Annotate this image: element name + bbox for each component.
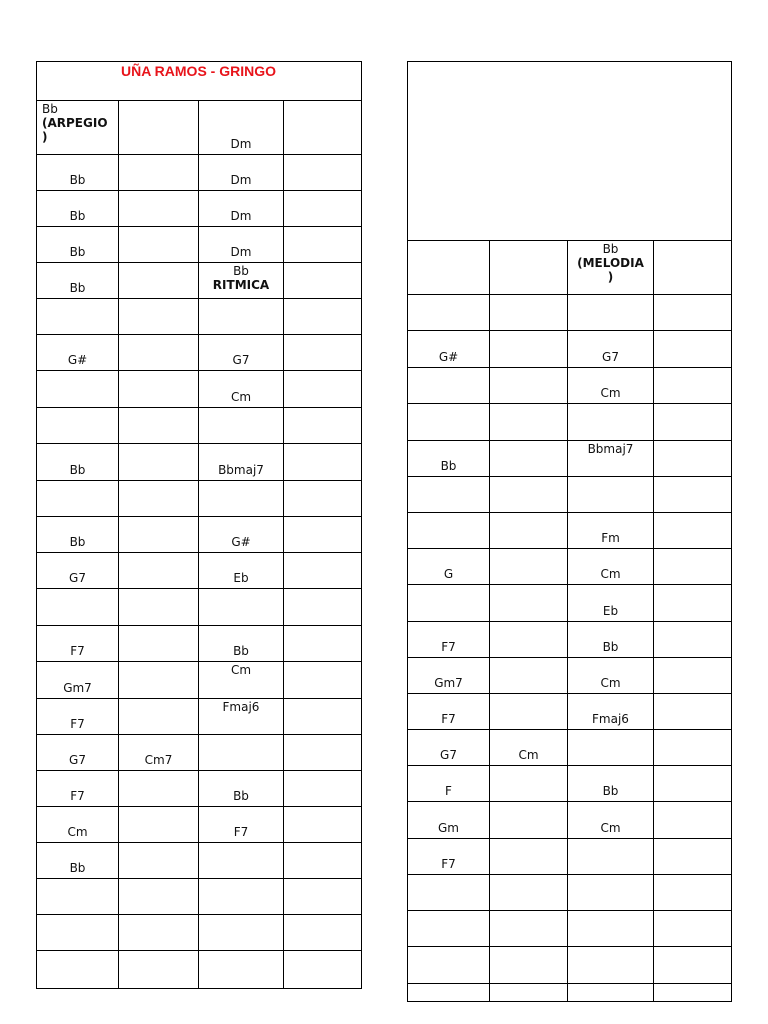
chord-text: F7 [441, 640, 456, 654]
chord-eb [568, 585, 653, 621]
chord-text: Bb [69, 209, 86, 223]
left-grid-col-line [118, 100, 119, 989]
chord-text: Bb [602, 640, 619, 654]
left-grid-row-line [36, 878, 362, 879]
chord-bb [568, 622, 653, 657]
chord-text: Cm [600, 567, 621, 581]
chord-f [408, 766, 489, 801]
chord-bb [37, 444, 118, 480]
chord-text: Cm [600, 386, 621, 400]
chord-text: Fm [601, 531, 620, 545]
chord-text: Gm7 [63, 681, 92, 695]
chord-gm [408, 802, 489, 838]
chord-text: Bbmaj7 [587, 442, 634, 456]
chord-cm [568, 368, 653, 403]
chord-f7 [408, 839, 489, 874]
chord-text: Cm [518, 748, 539, 762]
left-grid-row-line [36, 988, 362, 989]
chord-text: Bb [42, 102, 58, 116]
chord-text: G7 [440, 748, 457, 762]
chord-bb [37, 263, 118, 298]
chord-text: Bb [233, 264, 249, 278]
right-grid-row-line [407, 874, 732, 875]
chord-cm [37, 807, 118, 842]
right-grid-row-line [407, 946, 732, 947]
chord-f7 [37, 771, 118, 806]
chord-text: Eb [233, 571, 249, 585]
chord-text: ) [42, 130, 48, 144]
chord-text: Dm [230, 245, 252, 259]
right-grid-row-line [407, 1001, 732, 1002]
chord-dm [199, 101, 283, 154]
chord-text: (MELODIA [577, 256, 644, 270]
chord-cm [568, 802, 653, 838]
chord-text: Dm [230, 209, 252, 223]
chord-text: G [443, 567, 454, 581]
left-grid-row-line [36, 480, 362, 481]
chord-text: Cm [230, 390, 252, 404]
chord-text: Eb [602, 604, 619, 618]
left-grid-row-line [36, 298, 362, 299]
chord-text: Bb [69, 173, 86, 187]
chord-text: Bbmaj7 [218, 463, 264, 477]
chord-text: Bb [233, 789, 249, 803]
chord-cm [490, 730, 567, 765]
chord-dm [199, 155, 283, 190]
chord-bb [568, 766, 653, 801]
chord-melodia-label [568, 241, 653, 294]
chord-eb [199, 553, 283, 588]
right-grid-row-line [407, 983, 732, 984]
chord-dm [199, 191, 283, 226]
chord-g [408, 549, 489, 584]
chord-g7 [199, 335, 283, 370]
chord-text: Bb [69, 463, 86, 477]
chord-text: Cm [67, 825, 88, 839]
chord-cm7 [119, 735, 198, 770]
chord-text: Bb [69, 535, 86, 549]
right-grid-row-line [407, 294, 732, 295]
chord-text: F7 [70, 717, 85, 731]
chord-text: F7 [233, 825, 249, 839]
chord-g7 [568, 331, 653, 367]
chord-text: F7 [70, 644, 85, 658]
right-grid-col-line [489, 240, 490, 1002]
chord-arpegio-label [37, 101, 118, 154]
chord-g7 [37, 553, 118, 588]
chord-text: Bb [69, 281, 86, 295]
chord-text: Bb [69, 861, 86, 875]
chord-bbmaj7 [199, 444, 283, 480]
chord-fmaj6 [199, 699, 283, 734]
chord-text: Fmaj6 [222, 700, 260, 714]
chord-text: F7 [441, 857, 456, 871]
chord-text: F [445, 784, 452, 798]
chord-bb [37, 227, 118, 262]
chord-bb [199, 771, 283, 806]
left-grid-row-line [36, 407, 362, 408]
chord-f7 [199, 807, 283, 842]
chord-text: (ARPEGIO [42, 116, 108, 130]
chord-bbmaj7 [568, 441, 653, 476]
chord-bb [37, 517, 118, 552]
chord-fm [568, 513, 653, 548]
chord-text: F7 [70, 789, 85, 803]
chord-text: Fmaj6 [592, 712, 629, 726]
chord-f7 [408, 622, 489, 657]
chord-text: G7 [232, 353, 250, 367]
chord-g7 [408, 730, 489, 765]
chord-text: G7 [602, 350, 619, 364]
chord-text: Dm [230, 173, 252, 187]
chord-text: Gm7 [434, 676, 463, 690]
chord-text: G7 [69, 753, 86, 767]
chord-cm [568, 549, 653, 584]
chord-text: Cm [600, 821, 621, 835]
chord-text: G# [231, 535, 251, 549]
chord-f7 [37, 699, 118, 734]
chord-text: Gm [438, 821, 459, 835]
chord-text: F7 [441, 712, 456, 726]
chord-f7 [408, 694, 489, 729]
song-title: UÑA RAMOS - GRINGO [120, 63, 277, 79]
chord-text: Cm [230, 663, 252, 677]
left-grid-row-line [36, 914, 362, 915]
chord-g-sharp [37, 335, 118, 370]
chord-fmaj6 [568, 694, 653, 729]
chord-g7 [37, 735, 118, 770]
chord-bb [37, 843, 118, 878]
chord-bb [408, 441, 489, 476]
chord-text: G# [67, 353, 88, 367]
chord-g-sharp [199, 517, 283, 552]
chord-text: Bb [602, 242, 619, 256]
chord-text: G7 [69, 571, 86, 585]
chord-text: Bb [69, 245, 86, 259]
right-grid-row-line [407, 476, 732, 477]
right-grid-col-line [653, 240, 654, 1002]
left-grid-row-line [36, 588, 362, 589]
chord-cm [199, 662, 283, 698]
chord-f7 [37, 626, 118, 661]
left-grid-col-line [283, 100, 284, 989]
chord-text: ) [607, 270, 614, 284]
chord-cm [568, 658, 653, 693]
chord-text: Bb [440, 459, 457, 473]
chord-text: Dm [230, 137, 252, 151]
left-grid-row-line [36, 950, 362, 951]
chord-ritmica-label [199, 263, 283, 298]
chord-text: Bb [233, 644, 249, 658]
chord-gm7 [408, 658, 489, 693]
chord-cm [199, 371, 283, 407]
chord-gm7 [37, 662, 118, 698]
chord-text: Cm7 [144, 753, 173, 767]
chord-text: G# [438, 350, 459, 364]
chord-g-sharp [408, 331, 489, 367]
chord-bb [37, 155, 118, 190]
chord-bb [199, 626, 283, 661]
chord-text: Cm [600, 676, 621, 690]
right-grid-row-line [407, 910, 732, 911]
chord-bb [37, 191, 118, 226]
chord-text: Bb [602, 784, 619, 798]
chord-dm [199, 227, 283, 262]
chord-text: RITMICA [212, 278, 270, 292]
right-grid-row-line [407, 403, 732, 404]
